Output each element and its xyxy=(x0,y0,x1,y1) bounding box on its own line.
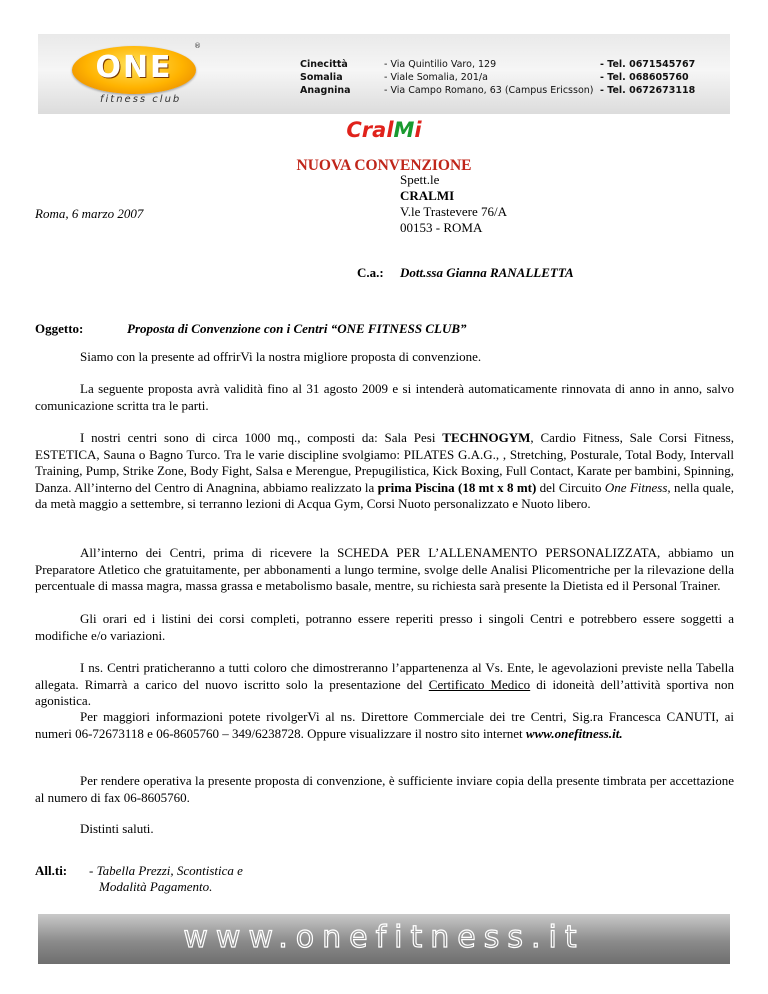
address-item: - Via Quintilio Varo, 129 xyxy=(384,59,497,70)
closing: Distinti saluti. xyxy=(80,821,154,836)
website-link[interactable]: www.onefitness.it. xyxy=(525,725,623,741)
subject-text: Proposta di Convenzione con i Centri “ONE FITNESS CLUB” xyxy=(127,321,467,336)
letter-date: Roma, 6 marzo 2007 xyxy=(35,206,144,221)
paragraph: Gli orari ed i listini dei corsi completi, potranno essere reperiti presso i singoli Centri e potrebbero essere soggetti a modifiche e/o variazioni. xyxy=(35,611,734,643)
text-run: di idoneità dell’attività sportiva non agonistica. xyxy=(35,676,734,708)
cralmi-part: M xyxy=(393,118,415,142)
attachment-line: - Tabella Prezzi, Scontistica e xyxy=(89,863,243,878)
subject-label: Oggetto: xyxy=(35,321,84,336)
cralmi-logo xyxy=(0,118,768,142)
logo-text: ONE xyxy=(95,50,173,85)
text-run: One Fitness xyxy=(604,479,668,495)
cralmi-part: i xyxy=(414,118,422,142)
phone-list xyxy=(600,58,695,97)
paragraph xyxy=(35,430,734,513)
recipient-line: 00153 - ROMA xyxy=(400,220,483,235)
recipient-block xyxy=(400,172,507,236)
footer-website: www.onefitness.it xyxy=(183,920,585,955)
cralmi-part: Cral xyxy=(346,118,394,142)
paragraph: Per rendere operativa la presente proposta di convenzione, è sufficiente inviare copia della presente timbrata per accettazione al numero di fax 06-8605760. xyxy=(35,773,734,805)
city-item: Cinecittà xyxy=(300,59,348,70)
city-list xyxy=(300,58,351,97)
attachments-label: All.ti: xyxy=(35,863,68,878)
text-run: I ns. Centri praticheranno a tutti coloro che dimostreranno l’appartenenza al Vs. Ente, le agevolazioni previste nella Tabella allegata. Rimarrà a carico del nuovo iscritto solo la presentazione del xyxy=(35,660,734,692)
address-item: - Viale Somalia, 201/a xyxy=(384,72,488,83)
recipient-line: V.le Trastevere 76/A xyxy=(400,204,508,219)
document-title: NUOVA CONVENZIONE xyxy=(296,157,472,174)
phone-item: - Tel. 068605760 xyxy=(600,72,689,83)
attachments-list xyxy=(89,863,243,895)
header-banner xyxy=(38,34,730,114)
text-run: , nella quale, da metà maggio a settembre, si terranno lezioni di Acqua Gym, Corsi Nuoto personalizzato e Nuoto libero. xyxy=(35,479,734,511)
paragraph: All’interno dei Centri, prima di ricevere la SCHEDA PER L’ALLENAMENTO PERSONALIZZATA, abbiamo un Preparatore Atletico che gratuitamente, per abbonamenti a lungo termine, svolge delle Analisi Plicomentriche per la rilevazione della percentuale di massa magra, massa grassa e metabolismo basale, mentre, su richiesta sarà presente la Dietista ed il Personal Trainer. xyxy=(35,545,734,593)
text-run: I nostri centri sono di circa 1000 mq., composti da: Sala Pesi xyxy=(80,430,443,445)
logo-subtitle: fitness club xyxy=(100,94,182,105)
address-item: - Via Campo Romano, 63 (Campus Ericsson) xyxy=(384,85,594,96)
text-run: del Circuito xyxy=(536,479,605,495)
footer-banner xyxy=(38,914,730,964)
paragraph xyxy=(35,709,734,742)
address-list xyxy=(384,58,593,97)
ca-label: C.a.: xyxy=(357,265,384,280)
text-run: prima Piscina (18 mt x 8 mt) xyxy=(377,479,537,495)
text-run: Certificato Medico xyxy=(428,676,531,692)
recipient-name: CRALMI xyxy=(400,188,455,203)
text-run: TECHNOGYM xyxy=(442,430,531,445)
text-run: , Cardio Fitness, Sale Corsi Fitness, ESTETICA, Sauna o Bagno Turco. Tra le varie discipline svolgiamo: PILATES G.A.G., , Stretching, Posturale, Total Body, Intervall Training, Pump, Strike Zone, Body Fight, Salsa e Merengue, Prepugilistica, Kick Boxing, Full Contact, Karate per bambini, Spinning, Danza. All’interno del Centro di Anagnina, abbiamo realizzato la xyxy=(35,430,734,495)
attachment-line: Modalità Pagamento. xyxy=(99,879,213,894)
city-item: Somalia xyxy=(300,72,343,83)
ca-name: Dott.ssa Gianna RANALLETTA xyxy=(400,265,574,280)
paragraph: La seguente proposta avrà validità fino al 31 agosto 2009 e si intenderà automaticamente rinnovata di anno in anno, salvo comunicazione scritta tra le parti. xyxy=(35,381,734,413)
paragraph: Siamo con la presente ad offrirVi la nostra migliore proposta di convenzione. xyxy=(80,349,482,364)
city-item: Anagnina xyxy=(300,85,351,96)
text-run: Per maggiori informazioni potete rivolgerVi al ns. Direttore Commerciale dei tre Centri, Sig.ra Francesca CANUTI, ai numeri 06-72673118 e 06-8605760 – 349/6238728. Oppure visualizzare il nostro sito internet xyxy=(35,709,734,741)
phone-item: - Tel. 0672673118 xyxy=(600,85,696,96)
registered-mark: ® xyxy=(194,42,201,50)
phone-item: - Tel. 0671545767 xyxy=(600,59,696,70)
recipient-line: Spett.le xyxy=(400,172,440,187)
paragraph xyxy=(35,660,734,710)
